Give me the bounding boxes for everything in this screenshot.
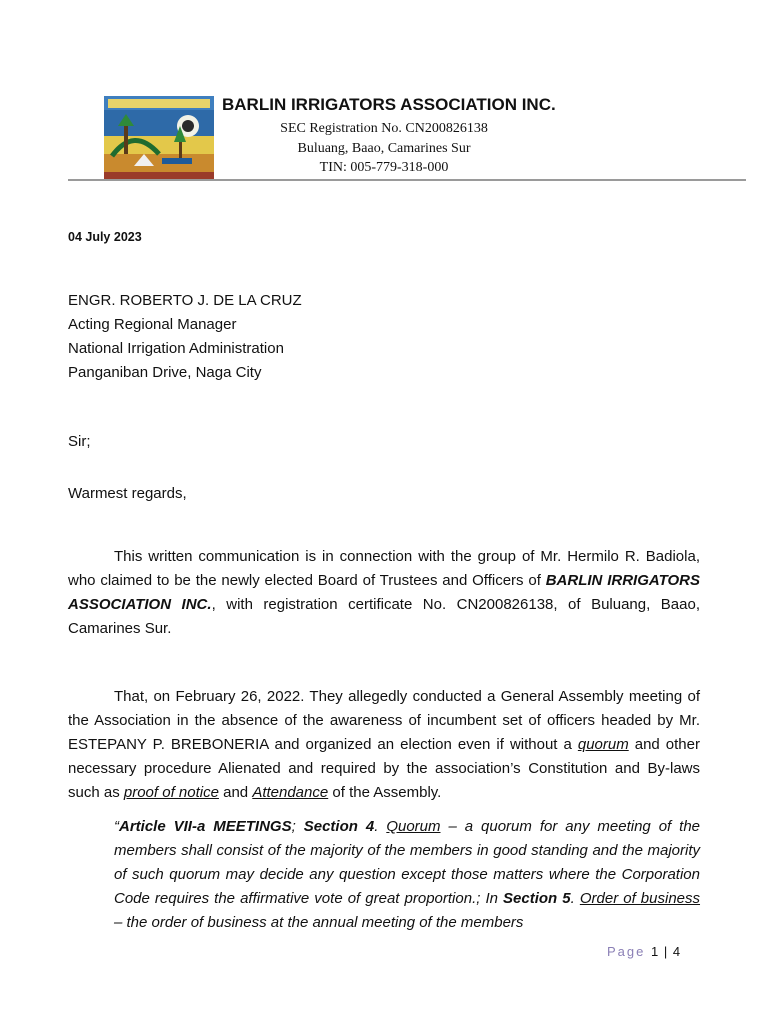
paragraph-2 xyxy=(68,685,700,805)
total-pages: 4 xyxy=(672,944,681,959)
bylaws-quote xyxy=(114,815,700,935)
org-address: Buluang, Baao, Camarines Sur xyxy=(297,141,471,156)
p1-text-a: This written communication is in connection with the group of Mr. Hermilo R. Badiola, who claimed to be the newly elected Board of Trustees and Officers of xyxy=(68,548,700,589)
p1-org-name: BARLIN IRRIGATORS ASSOCIATION INC. xyxy=(68,572,700,613)
paragraph-1 xyxy=(68,545,700,641)
quote-text-2: – the order of business at the annual meeting of the members xyxy=(114,914,524,931)
p2-text-g: of the Assembly. xyxy=(328,784,442,801)
page-word: Page xyxy=(607,944,646,959)
quote-section-4: Section 4 xyxy=(303,818,375,835)
association-logo xyxy=(104,96,214,180)
greeting: Warmest regards, xyxy=(68,485,187,502)
header-divider xyxy=(68,179,746,181)
p1-text-c: , with registration certificate No. CN200826138, of Buluang, Baao, Camarines Sur. xyxy=(68,596,700,637)
recipient-agency: National Irrigation Administration xyxy=(68,340,284,357)
quote-dot: . xyxy=(374,818,387,835)
page-footer xyxy=(607,944,680,959)
sec-registration: SEC Registration No. CN200826138 xyxy=(280,121,488,136)
quote-section-5: Section 5 xyxy=(503,890,571,907)
quote-quorum: Quorum xyxy=(386,818,441,835)
quote-article: Article VII-a MEETINGS xyxy=(119,818,292,835)
recipient-address: Panganiban Drive, Naga City xyxy=(68,364,262,381)
quote-dot-2: . xyxy=(570,890,580,907)
recipient-name: ENGR. ROBERTO J. DE LA CRUZ xyxy=(68,292,302,309)
p2-text-c: and other necessary procedure Alienated and required by the association’s Constitution and By-laws such as xyxy=(68,736,700,801)
quote-order-of-business: Order of business xyxy=(579,890,701,907)
recipient-block xyxy=(68,289,302,385)
salutation: Sir; xyxy=(68,433,91,450)
letter-date: 04 July 2023 xyxy=(68,230,142,244)
org-name: BARLIN IRRIGATORS ASSOCIATION INC. xyxy=(222,95,556,114)
page-separator: | xyxy=(663,944,668,959)
p2-proof-of-notice: proof of notice xyxy=(123,784,219,801)
p2-text-a: That, on February 26, 2022. They allegedly conducted a General Assembly meeting of the Association in the absence of the awareness of incumbent set of officers headed by Mr. ESTEPANY P. BREBONERIA and organized an election even if without a xyxy=(68,688,700,753)
p2-text-e: and xyxy=(218,784,253,801)
p2-quorum: quorum xyxy=(577,736,629,753)
quote-sep: ; xyxy=(291,818,304,835)
org-tin: TIN: 005-779-318-000 xyxy=(319,160,449,175)
p2-attendance: Attendance xyxy=(252,784,329,801)
quote-open: “ xyxy=(114,818,119,835)
quote-text-1: – a quorum for any meeting of the members shall consist of the majority of the members in good standing and the majority of such quorum may decide any question except those matters where the Corporation Code requires the affirmative vote of great proportion.; In xyxy=(114,818,701,907)
current-page: 1 xyxy=(651,944,659,959)
recipient-title: Acting Regional Manager xyxy=(68,316,237,333)
